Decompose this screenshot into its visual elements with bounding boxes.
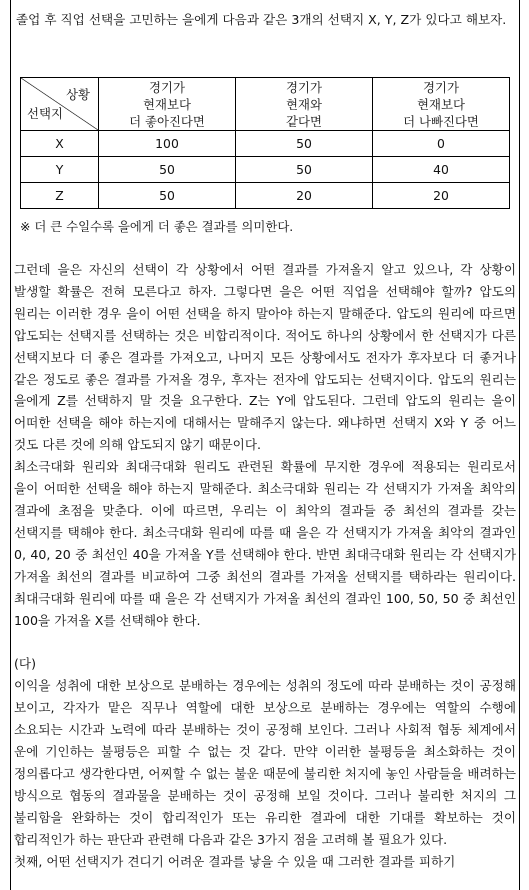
choice-table	[20, 77, 510, 209]
table-corner-cell	[21, 78, 99, 131]
table-cell: 40	[373, 157, 510, 183]
table-cell: 0	[373, 131, 510, 157]
table-note: ※ 더 큰 수일수록 을에게 더 좋은 결과를 의미한다.	[20, 219, 294, 234]
intro-text: 졸업 후 직업 선택을 고민하는 을에게 다음과 같은 3개의 선택지 X, Y, Z가 있다고 해보자.	[16, 12, 507, 27]
table-cell: 20	[373, 183, 510, 209]
table-cell: 50	[99, 183, 236, 209]
row-label: Z	[21, 183, 99, 209]
column-header-worse: 경기가 현재보다 더 나빠진다면	[373, 78, 510, 131]
column-header-better: 경기가 현재보다 더 좋아진다면	[99, 78, 236, 131]
table-cell: 50	[99, 157, 236, 183]
paragraph-first-point: 첫째, 어떤 선택지가 견디기 어려운 결과를 낳을 수 있을 때 그러한 결과를 피하기	[14, 853, 456, 869]
table-cell: 100	[99, 131, 236, 157]
paragraph-dominance: 그런데 을은 자신의 선택이 각 상황에서 어떤 결과를 가져올지 알고 있으나, 각 상황이 발생할 확률은 전혀 모른다고 하자. 그렇다면 을은 어떤 직업을 선택해야 할까? 압도의 원리는 이러한 경우 을이 어떤 선택을 하지 말아야 하는지 말해준다. 압도의 원리에 따르면 압도되는 선택지를 선택하는 것은 비합리적이다. 적어도 하나의 상황에서 한 선택지가 다른 선택지보다 더 좋은 결과를 가져오고, 나머지 모든 상황에서도 전자가 후자보다 더 좋거나 같은 정도로 좋은 결과를 가져올 경우, 후자는 전자에 압도되는 선택지이다. 압도의 원리는 을에게 Z를 선택하지 말 것을 요구한다. Z는 Y에 압도된다. 그런데 압도의 원리는 을이 어떠한 선택을 해야 하는지에 대해서는 말해주지 않는다. 왜냐하면 선택지 X와 Y 중 어느 것도 다른 것에 의해 압도되지 않기 때문이다.	[14, 262, 516, 453]
table-cell: 20	[236, 183, 373, 209]
row-label: Y	[21, 157, 99, 183]
paragraph-maximin: 최소극대화 원리와 최대극대화 원리도 관련된 확률에 무지한 경우에 적용되는 원리로서 을이 어떠한 선택을 해야 하는지 말해준다. 최소극대화 원리는 각 선택지가 가져올 최악의 결과에 초점을 맞춘다. 이에 따르면, 우리는 이 최악의 결과들 중 최선의 결과를 갖는 선택지를 택해야 한다. 최소극대화 원리에 따를 때 을은 각 선택지가 가져올 최악의 결과인 0, 40, 20 중 최선인 40을 가져올 Y를 선택해야 한다. 반면 최대극대화 원리는 각 선택지가 가져올 최선의 결과를 비교하여 그중 최선의 결과를 가져올 선택지를 택하라는 원리이다. 최대극대화 원리에 따를 때 을은 각 선택지가 가져올 최선의 결과인 100, 50, 50 중 최선인 100을 가져올 X를 선택해야 한다.	[14, 459, 516, 628]
table-row-x	[21, 131, 510, 157]
corner-label-option: 선택지	[27, 106, 63, 121]
corner-label-situation: 상황	[66, 87, 90, 102]
section-marker: (다)	[14, 656, 36, 672]
table-row-z	[21, 183, 510, 209]
table-header-row	[21, 78, 510, 131]
paragraph-distribution: 이익을 성취에 대한 보상으로 분배하는 경우에는 성취의 정도에 따라 분배하는 것이 공정해 보이고, 각자가 맡은 직무나 역할에 대한 보상으로 분배하는 경우에는 역할의 수행에 소요되는 시간과 노력에 따라 분배하는 것이 공정해 보인다. 그러나 사회적 협동 체계에서 운에 기인하는 불평등은 피할 수 없는 것 같다. 만약 이러한 불평등을 최소화하는 것이 정의롭다고 생각한다면, 어찌할 수 없는 불운 때문에 불리한 처지에 놓인 사람들을 배려하는 방식으로 협동의 결과물을 분배하는 것이 공정해 보일 것이다. 그러나 불리한 처지의 그 불리함을 완화하는 것이 합리적인가 또는 유리한 결과에 대한 기대를 확보하는 것이 합리적인가 하는 판단과 관련해 다음과 같은 3가지 점을 고려해 볼 필요가 있다.	[14, 678, 516, 847]
column-header-same: 경기가 현재와 같다면	[236, 78, 373, 131]
row-label: X	[21, 131, 99, 157]
table-cell: 50	[236, 157, 373, 183]
table-row-y	[21, 157, 510, 183]
passage-body	[14, 259, 516, 872]
table-cell: 50	[236, 131, 373, 157]
